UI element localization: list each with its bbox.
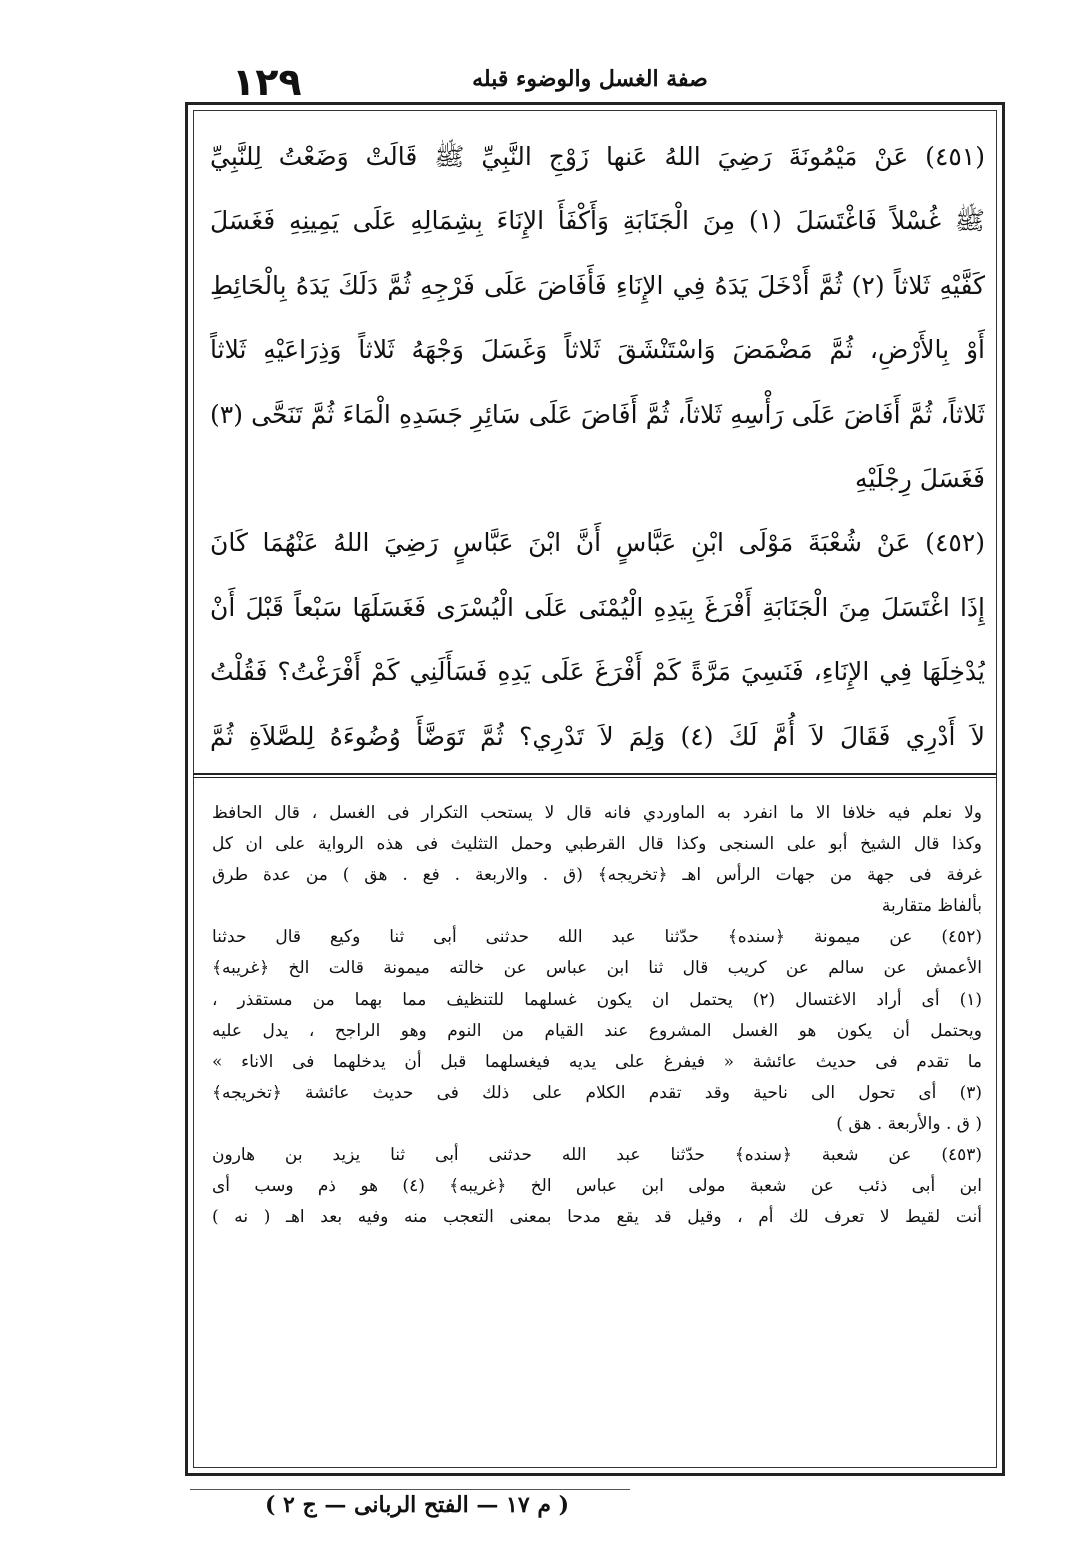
- main-text-line: إِذَا اغْتَسَلَ مِنَ الْجَنَابَةِ أَفْرَغَ بِيَدِهِ الْيُمْنَى عَلَى الْيُسْرَى فَغَسَلَهَا سَبْعاً قَبْلَ أَنْ: [210, 592, 985, 622]
- main-text-line: (٤٥١) عَنْ مَيْمُونَةَ رَضِيَ اللهُ عَنها زَوْجِ النَّبِيِّ ﷺ قَالَتْ وَضَعْتُ لِلنَّبِيِّ: [210, 142, 985, 171]
- main-text-line: ﷺ غُسْلاً فَاغْتَسَلَ (١) مِنَ الْجَنَابَةِ وَأَكْفَأَ الإِنَاءَ بِشِمَالِهِ عَلَى يَمِينِهِ فَغَسَلَ: [210, 206, 985, 236]
- commentary-notes: [212, 798, 982, 1233]
- note-line: (٣) أى تحول الى ناحية وقد تقدم الكلام على ذلك فى حديث عائشة ﴿تخريجه﴾: [212, 1082, 982, 1103]
- note-line: (٤٥٣) عن شعبة ﴿سنده﴾ حدّثنا عبد الله حدثنى أبى ثنا يزيد بن هارون: [212, 1145, 982, 1166]
- note-line: (١) أى أراد الاغتسال (٢) يحتمل ان يكون غسلهما للتنظيف مما بهما من مستقذر ،: [212, 989, 982, 1010]
- section-divider: [193, 773, 997, 775]
- note-line: ابن أبى ذئب عن شعبة مولى ابن عباس الخ ﴿غريبه﴾ (٤) هو ذم وسب أى: [212, 1176, 982, 1197]
- note-line: الأعمش عن سالم عن كريب قال ثنا ابن عباس عن خالته ميمونة قالت الخ ﴿غريبه﴾: [212, 958, 982, 979]
- note-line: ما تقدم فى حديث عائشة « فيفرغ على يديه فيغسلهما قبل أن يدخلهما فى الاناء »: [212, 1051, 982, 1072]
- main-text-line: ثَلاثاً، ثُمَّ أَفَاضَ عَلَى رَأْسِهِ ثَلاثاً، ثُمَّ أَفَاضَ عَلَى سَائِرِ جَسَدِهِ الْمَاءَ ثُمَّ تَنَحَّى (٣): [210, 399, 985, 429]
- note-line: ( ق . والأربعة . هق ): [836, 1113, 982, 1134]
- page-number: ١٢٩: [232, 60, 302, 104]
- note-line: بألفاظ متقاربة: [881, 896, 982, 917]
- main-text-line: أَوْ بِالأَرْضِ، ثُمَّ مَضْمَضَ وَاسْتَنْشَقَ ثَلاثاً وَغَسَلَ وَجْهَهُ ثَلاثاً وَذِرَاعَيْهِ ثَلاثاً: [210, 335, 985, 365]
- main-text-line: كَفَّيْهِ ثَلاثاً (٢) ثُمَّ أَدْخَلَ يَدَهُ فِي الإِنَاءِ فَأَفَاضَ عَلَى فَرْجِهِ ثُمَّ دَلَكَ يَدَهُ بِالْحَائِطِ: [210, 270, 985, 300]
- main-text-line: فَغَسَلَ رِجْلَيْهِ: [855, 463, 985, 493]
- note-line: غرفة فى جهة من جهات الرأس اهـ ﴿تخريجه﴾ (ق . والاربعة . فع . هق ) من عدة طرق: [212, 865, 982, 886]
- note-line: وكذا قال الشيخ أبو على السنجى وكذا قال القرطبي وحمل التثليث فى هذه الرواية على ان كل: [212, 834, 982, 855]
- main-text-line: يُدْخِلَهَا فِي الإِنَاءِ، فَنَسِيَ مَرَّةً كَمْ أَفْرَغَ عَلَى يَدِهِ فَسَأَلَنِي كَمْ أَفْرَغْتُ؟ فَقُلْتُ: [210, 657, 985, 687]
- section-divider-inner: [193, 777, 997, 778]
- note-line: ولا نعلم فيه خلافا الا ما انفرد به الماوردي فانه قال لا يستحب التكرار فى الغسل ، قال الحافظ: [212, 803, 982, 823]
- note-line: أنت لقيط لا تعرف لك أم ، وقيل قد يقع مدحا بمعنى التعجب منه وفيه بعد اهـ ( نه ): [212, 1207, 982, 1228]
- main-text-line: لاَ أَدْرِي فَقَالَ لاَ أُمَّ لَكَ (٤) وَلِمَ لاَ تَدْرِي؟ ثُمَّ تَوَضَّأَ وُضُوءَهُ لِلصَّلاَةِ ثُمَّ: [210, 721, 985, 751]
- note-line: (٤٥٢) عن ميمونة ﴿سنده﴾ حدّثنا عبد الله حدثنى أبى ثنا وكيع قال حدثنا: [212, 927, 982, 948]
- bottom-separator: [190, 1489, 630, 1490]
- hadith-main-text: [210, 125, 985, 769]
- note-line: ويحتمل أن يكون هو الغسل المشروع عند القيام من النوم وهو الراجح ، يدل عليه: [212, 1020, 982, 1041]
- main-text-line: (٤٥٢) عَنْ شُعْبَةَ مَوْلَى ابْنِ عَبَّاسٍ أَنَّ ابْنَ عَبَّاسٍ رَضِيَ اللهُ عَنْهُمَا كَانَ: [210, 528, 985, 558]
- footer-signature: ( م ١٧ — الفتح الربانى — ج ٢ ): [264, 1492, 570, 1518]
- running-header: صفة الغسل والوضوء قبله: [472, 66, 708, 92]
